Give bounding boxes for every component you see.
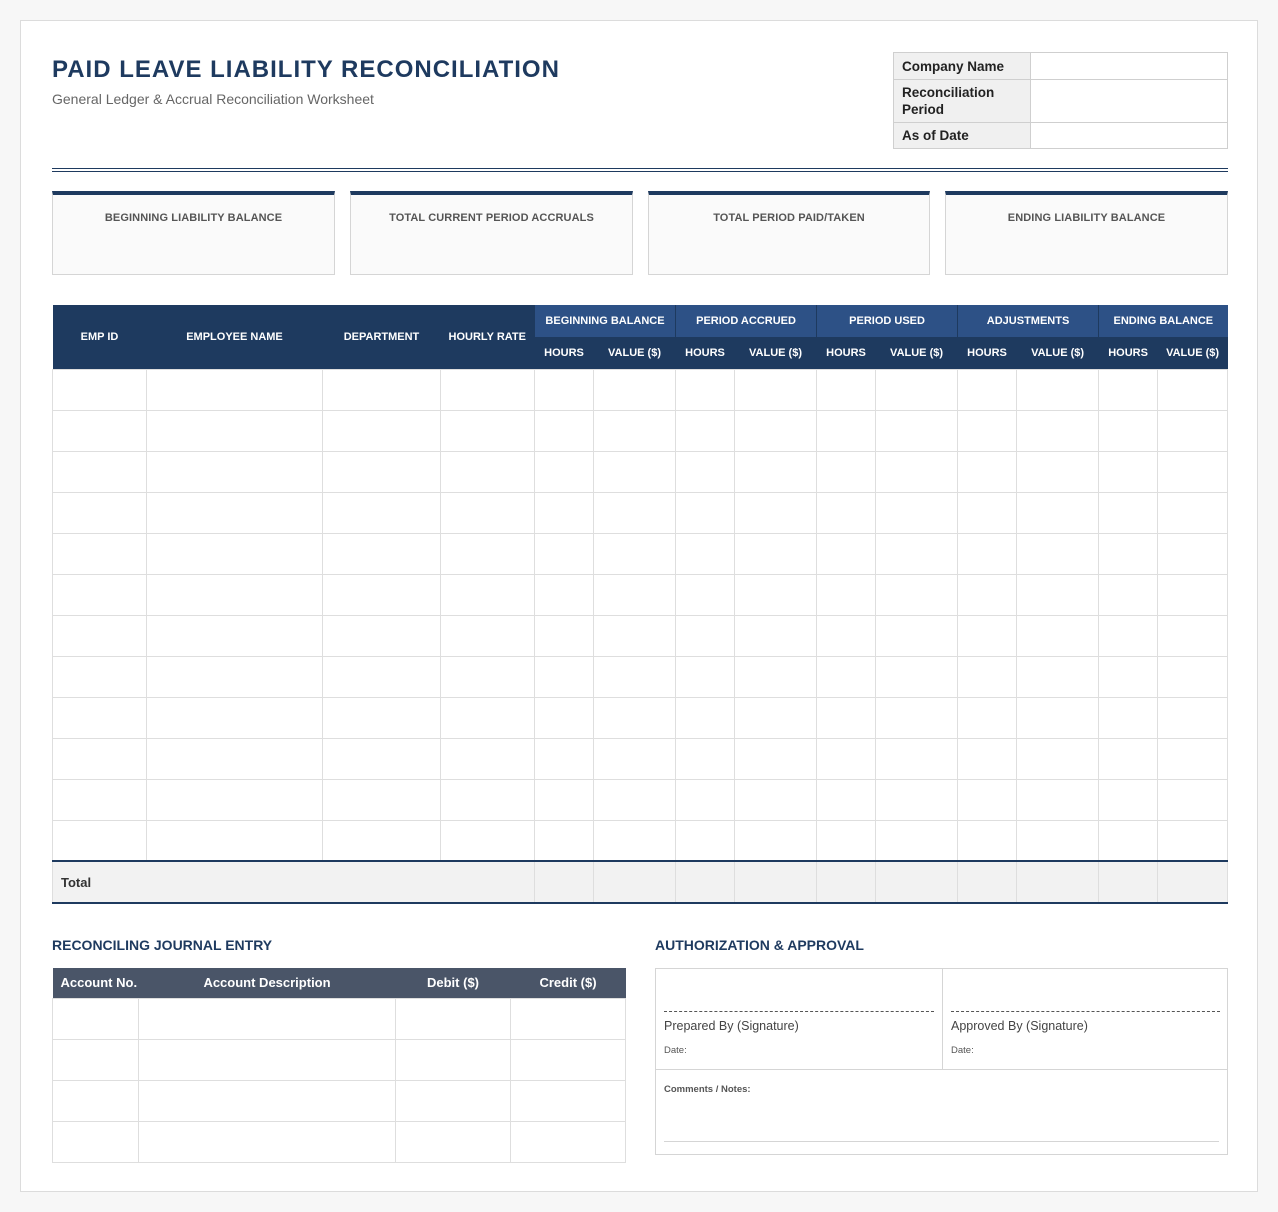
table-cell[interactable] (1099, 369, 1158, 410)
table-cell[interactable] (594, 533, 676, 574)
summary-card-accruals (350, 191, 633, 275)
total-cell (876, 861, 958, 903)
table-cell[interactable] (323, 697, 441, 738)
table-cell[interactable] (876, 820, 958, 861)
sub-value: VALUE ($) (876, 337, 958, 369)
table-cell[interactable] (1158, 492, 1228, 533)
table-cell[interactable] (876, 779, 958, 820)
table-cell[interactable] (147, 369, 323, 410)
table-cell[interactable] (441, 410, 535, 451)
table-cell[interactable] (735, 574, 817, 615)
table-cell[interactable] (323, 451, 441, 492)
col-account-description: Account Description (139, 968, 396, 998)
table-cell[interactable] (876, 451, 958, 492)
total-cell (1099, 861, 1158, 903)
table-cell[interactable] (876, 738, 958, 779)
ledger-body (53, 369, 1228, 861)
table-cell[interactable] (958, 410, 1017, 451)
journal-cell[interactable] (53, 1080, 139, 1121)
table-row (53, 615, 1228, 656)
table-cell[interactable] (676, 451, 735, 492)
table-cell[interactable] (147, 451, 323, 492)
group-period-used: PERIOD USED (817, 305, 958, 337)
journal-cell[interactable] (139, 1039, 396, 1080)
table-cell[interactable] (594, 369, 676, 410)
summary-card-beginning (52, 191, 335, 275)
table-cell[interactable] (53, 369, 147, 410)
summary-card-ending (945, 191, 1228, 275)
table-cell[interactable] (53, 615, 147, 656)
group-ending-balance: ENDING BALANCE (1099, 305, 1228, 337)
approved-signature-line[interactable] (951, 1011, 1220, 1012)
table-cell[interactable] (1158, 779, 1228, 820)
approved-date-label: Date: (951, 1045, 974, 1056)
table-cell[interactable] (535, 656, 594, 697)
table-cell[interactable] (958, 492, 1017, 533)
table-cell[interactable] (958, 738, 1017, 779)
table-cell[interactable] (147, 574, 323, 615)
table-cell[interactable] (1158, 738, 1228, 779)
company-name-label: Company Name (894, 53, 1031, 80)
group-adjustments: ADJUSTMENTS (958, 305, 1099, 337)
table-cell[interactable] (1099, 451, 1158, 492)
table-cell[interactable] (441, 533, 535, 574)
journal-cell[interactable] (53, 1039, 139, 1080)
table-cell[interactable] (1099, 738, 1158, 779)
table-cell[interactable] (323, 656, 441, 697)
table-cell[interactable] (441, 697, 535, 738)
table-cell[interactable] (323, 369, 441, 410)
table-cell[interactable] (147, 615, 323, 656)
journal-entry-title: RECONCILING JOURNAL ENTRY (52, 937, 273, 953)
table-cell[interactable] (535, 533, 594, 574)
table-cell[interactable] (817, 533, 876, 574)
table-cell[interactable] (535, 451, 594, 492)
sub-hours: HOURS (676, 337, 735, 369)
table-cell[interactable] (594, 820, 676, 861)
prepared-date-label: Date: (664, 1045, 687, 1056)
table-cell[interactable] (53, 533, 147, 574)
table-cell[interactable] (535, 574, 594, 615)
table-row (53, 410, 1228, 451)
sub-value: VALUE ($) (594, 337, 676, 369)
table-cell[interactable] (441, 779, 535, 820)
reconciliation-period-field[interactable] (1031, 80, 1228, 123)
table-cell[interactable] (876, 574, 958, 615)
table-cell[interactable] (1017, 697, 1099, 738)
journal-row (53, 1121, 626, 1162)
table-row (53, 738, 1228, 779)
table-cell[interactable] (1099, 697, 1158, 738)
table-cell[interactable] (1099, 820, 1158, 861)
total-cell (958, 861, 1017, 903)
table-cell[interactable] (876, 369, 958, 410)
table-cell[interactable] (323, 738, 441, 779)
journal-entry-table (52, 968, 626, 1163)
table-cell[interactable] (676, 574, 735, 615)
table-cell[interactable] (441, 615, 535, 656)
table-cell[interactable] (676, 533, 735, 574)
table-cell[interactable] (594, 697, 676, 738)
table-cell[interactable] (594, 779, 676, 820)
summary-card-paid (648, 191, 930, 275)
table-cell[interactable] (676, 369, 735, 410)
table-cell[interactable] (53, 779, 147, 820)
table-cell[interactable] (53, 738, 147, 779)
page-subtitle: General Ledger & Accrual Reconciliation Worksheet (52, 91, 374, 107)
table-cell[interactable] (1099, 410, 1158, 451)
table-cell[interactable] (1158, 451, 1228, 492)
table-cell[interactable] (441, 451, 535, 492)
journal-cell[interactable] (139, 1121, 396, 1162)
col-department: DEPARTMENT (323, 305, 441, 369)
table-cell[interactable] (876, 656, 958, 697)
table-cell[interactable] (958, 533, 1017, 574)
table-cell[interactable] (676, 697, 735, 738)
worksheet (20, 20, 1258, 1192)
total-cell (676, 861, 735, 903)
table-cell[interactable] (323, 533, 441, 574)
sub-hours: HOURS (958, 337, 1017, 369)
table-cell[interactable] (1099, 492, 1158, 533)
prepared-by-label: Prepared By (Signature) (664, 1019, 799, 1033)
table-row (53, 697, 1228, 738)
table-cell[interactable] (594, 492, 676, 533)
table-cell[interactable] (1017, 492, 1099, 533)
journal-cell[interactable] (139, 1080, 396, 1121)
table-cell[interactable] (594, 615, 676, 656)
as-of-date-field[interactable] (1031, 123, 1228, 149)
table-cell[interactable] (817, 574, 876, 615)
table-cell[interactable] (594, 451, 676, 492)
table-cell[interactable] (535, 615, 594, 656)
total-cell (1158, 861, 1228, 903)
table-cell[interactable] (53, 410, 147, 451)
table-cell[interactable] (147, 533, 323, 574)
col-emp-id: EMP ID (53, 305, 147, 369)
table-cell[interactable] (876, 615, 958, 656)
total-cell (594, 861, 676, 903)
table-cell[interactable] (876, 697, 958, 738)
table-cell[interactable] (876, 410, 958, 451)
table-cell[interactable] (147, 697, 323, 738)
page-title: PAID LEAVE LIABILITY RECONCILIATION (52, 56, 560, 83)
summary-card-label: ENDING LIABILITY BALANCE (1007, 212, 1166, 224)
table-cell[interactable] (323, 410, 441, 451)
table-cell[interactable] (441, 738, 535, 779)
table-cell[interactable] (735, 369, 817, 410)
table-cell[interactable] (535, 410, 594, 451)
table-row (53, 779, 1228, 820)
table-cell[interactable] (1099, 615, 1158, 656)
journal-row (53, 1080, 626, 1121)
table-cell[interactable] (1017, 615, 1099, 656)
table-cell[interactable] (735, 533, 817, 574)
table-cell[interactable] (958, 656, 1017, 697)
table-row (53, 492, 1228, 533)
table-cell[interactable] (441, 369, 535, 410)
table-cell[interactable] (1099, 656, 1158, 697)
prepared-signature-line[interactable] (664, 1011, 934, 1012)
journal-cell[interactable] (511, 998, 626, 1039)
table-cell[interactable] (876, 492, 958, 533)
table-cell[interactable] (594, 738, 676, 779)
table-cell[interactable] (1017, 574, 1099, 615)
table-cell[interactable] (817, 779, 876, 820)
table-cell[interactable] (1017, 369, 1099, 410)
table-row (53, 574, 1228, 615)
approved-by-block (942, 969, 1228, 1070)
table-cell[interactable] (817, 738, 876, 779)
table-cell[interactable] (441, 574, 535, 615)
journal-row (53, 1039, 626, 1080)
header-divider (52, 168, 1228, 172)
col-employee-name: EMPLOYEE NAME (147, 305, 323, 369)
table-row (53, 820, 1228, 861)
journal-cell[interactable] (511, 1039, 626, 1080)
table-cell[interactable] (535, 820, 594, 861)
table-cell[interactable] (817, 697, 876, 738)
sub-hours: HOURS (535, 337, 594, 369)
table-cell[interactable] (1158, 656, 1228, 697)
table-cell[interactable] (958, 369, 1017, 410)
col-credit: Credit ($) (511, 968, 626, 998)
company-info-table (893, 52, 1228, 149)
sub-value: VALUE ($) (735, 337, 817, 369)
summary-card-label: TOTAL PERIOD PAID/TAKEN (713, 212, 865, 224)
table-cell[interactable] (817, 820, 876, 861)
table-cell[interactable] (817, 451, 876, 492)
sub-value: VALUE ($) (1158, 337, 1228, 369)
group-beginning-balance: BEGINNING BALANCE (535, 305, 676, 337)
sub-hours: HOURS (817, 337, 876, 369)
total-row (53, 861, 1228, 903)
table-cell[interactable] (147, 820, 323, 861)
table-cell[interactable] (817, 656, 876, 697)
prepared-by-block (656, 969, 942, 1070)
table-cell[interactable] (323, 820, 441, 861)
table-cell[interactable] (735, 451, 817, 492)
table-cell[interactable] (441, 656, 535, 697)
table-cell[interactable] (676, 656, 735, 697)
table-cell[interactable] (594, 410, 676, 451)
table-cell[interactable] (1017, 656, 1099, 697)
table-cell[interactable] (1099, 574, 1158, 615)
summary-card-label: TOTAL CURRENT PERIOD ACCRUALS (389, 212, 594, 224)
total-cell (735, 861, 817, 903)
table-cell[interactable] (817, 615, 876, 656)
table-cell[interactable] (1017, 451, 1099, 492)
table-cell[interactable] (147, 410, 323, 451)
table-cell[interactable] (535, 738, 594, 779)
table-cell[interactable] (594, 574, 676, 615)
table-cell[interactable] (1158, 820, 1228, 861)
table-cell[interactable] (1158, 533, 1228, 574)
table-cell[interactable] (1158, 615, 1228, 656)
table-cell[interactable] (735, 697, 817, 738)
table-row (53, 369, 1228, 410)
table-cell[interactable] (958, 697, 1017, 738)
table-cell[interactable] (735, 656, 817, 697)
table-cell[interactable] (735, 410, 817, 451)
table-cell[interactable] (876, 533, 958, 574)
table-cell[interactable] (323, 779, 441, 820)
journal-cell[interactable] (511, 1080, 626, 1121)
table-cell[interactable] (676, 779, 735, 820)
table-cell[interactable] (441, 492, 535, 533)
journal-entry-body (53, 998, 626, 1162)
table-cell[interactable] (735, 492, 817, 533)
approval-title: AUTHORIZATION & APPROVAL (655, 937, 864, 953)
sub-hours: HOURS (1099, 337, 1158, 369)
table-cell[interactable] (676, 410, 735, 451)
table-cell[interactable] (1158, 697, 1228, 738)
journal-cell[interactable] (511, 1121, 626, 1162)
table-cell[interactable] (817, 369, 876, 410)
table-cell[interactable] (676, 738, 735, 779)
table-cell[interactable] (735, 738, 817, 779)
table-cell[interactable] (1017, 410, 1099, 451)
table-cell[interactable] (535, 492, 594, 533)
as-of-date-label: As of Date (894, 123, 1031, 149)
table-cell[interactable] (323, 574, 441, 615)
total-cell (1017, 861, 1099, 903)
journal-cell[interactable] (396, 1080, 511, 1121)
approved-by-label: Approved By (Signature) (951, 1019, 1088, 1033)
col-hourly-rate: HOURLY RATE (441, 305, 535, 369)
table-cell[interactable] (958, 615, 1017, 656)
table-cell[interactable] (53, 820, 147, 861)
table-cell[interactable] (147, 738, 323, 779)
journal-row (53, 998, 626, 1039)
group-period-accrued: PERIOD ACCRUED (676, 305, 817, 337)
table-cell[interactable] (323, 615, 441, 656)
table-cell[interactable] (1099, 533, 1158, 574)
table-cell[interactable] (1017, 820, 1099, 861)
table-cell[interactable] (676, 615, 735, 656)
journal-cell[interactable] (53, 1121, 139, 1162)
summary-card-label: BEGINNING LIABILITY BALANCE (104, 212, 283, 224)
table-cell[interactable] (1099, 779, 1158, 820)
table-row (53, 451, 1228, 492)
table-cell[interactable] (735, 615, 817, 656)
comments-notes-label: Comments / Notes: (664, 1084, 751, 1095)
table-cell[interactable] (1158, 410, 1228, 451)
journal-cell[interactable] (396, 998, 511, 1039)
table-row (53, 533, 1228, 574)
table-cell[interactable] (958, 451, 1017, 492)
reconciliation-period-label: Reconciliation Period (894, 80, 1031, 123)
total-cell (535, 861, 594, 903)
table-cell[interactable] (958, 820, 1017, 861)
table-cell[interactable] (53, 697, 147, 738)
table-cell[interactable] (441, 820, 535, 861)
table-row (53, 656, 1228, 697)
table-cell[interactable] (323, 492, 441, 533)
table-cell[interactable] (594, 656, 676, 697)
company-name-field[interactable] (1031, 53, 1228, 80)
total-label: Total (53, 861, 535, 903)
approval-box (655, 968, 1228, 1155)
table-cell[interactable] (1158, 369, 1228, 410)
table-cell[interactable] (676, 492, 735, 533)
table-cell[interactable] (958, 779, 1017, 820)
journal-cell[interactable] (139, 998, 396, 1039)
table-cell[interactable] (1017, 738, 1099, 779)
table-cell[interactable] (147, 656, 323, 697)
table-cell[interactable] (535, 779, 594, 820)
table-cell[interactable] (1017, 533, 1099, 574)
leave-liability-table (52, 305, 1228, 904)
table-cell[interactable] (817, 410, 876, 451)
table-cell[interactable] (535, 697, 594, 738)
table-cell[interactable] (53, 451, 147, 492)
table-cell[interactable] (735, 820, 817, 861)
table-cell[interactable] (958, 574, 1017, 615)
journal-cell[interactable] (396, 1121, 511, 1162)
journal-cell[interactable] (53, 998, 139, 1039)
table-cell[interactable] (676, 820, 735, 861)
col-account-no: Account No. (53, 968, 139, 998)
table-cell[interactable] (147, 779, 323, 820)
comments-notes-field[interactable] (664, 1141, 1219, 1142)
table-cell[interactable] (53, 656, 147, 697)
table-cell[interactable] (535, 369, 594, 410)
journal-cell[interactable] (396, 1039, 511, 1080)
table-cell[interactable] (53, 574, 147, 615)
total-cell (817, 861, 876, 903)
table-cell[interactable] (147, 492, 323, 533)
table-cell[interactable] (53, 492, 147, 533)
table-cell[interactable] (817, 492, 876, 533)
table-cell[interactable] (1017, 779, 1099, 820)
table-cell[interactable] (1158, 574, 1228, 615)
table-cell[interactable] (735, 779, 817, 820)
col-debit: Debit ($) (396, 968, 511, 998)
sub-value: VALUE ($) (1017, 337, 1099, 369)
